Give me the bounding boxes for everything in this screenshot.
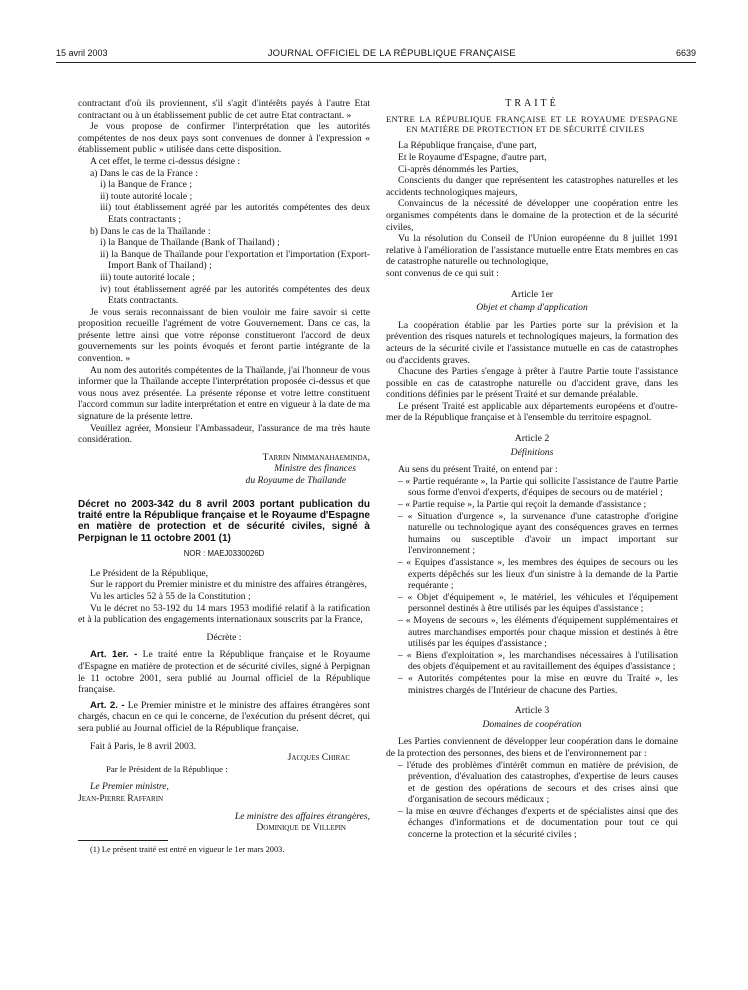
signatory-name: Tarrin Nimmanahaeminda, bbox=[262, 451, 370, 463]
list-item: iii) toute autorité locale ; bbox=[100, 271, 195, 283]
ministre-ae-title: Le ministre des affaires étrangères, bbox=[234, 810, 370, 822]
list-heading-france: a) Dans le cas de la France : bbox=[90, 167, 198, 179]
ministre-ae-name: Dominique de Villepin bbox=[256, 822, 346, 834]
decree-article bbox=[78, 649, 370, 695]
signing-place-date: Fait à Paris, le 8 avril 2003. bbox=[90, 740, 197, 752]
treaty-paragraph: Conscients du danger que représentent les catastrophes naturelles et les accidents technologiques majeurs, bbox=[386, 175, 678, 198]
list-item: ii) la Banque de Thaïlande pour l'exportation et l'importation (Export-Import Bank of Thailand) ; bbox=[100, 248, 370, 272]
cooperation-item: – la mise en œuvre d'échanges d'experts et de spécialistes ainsi que des échanges d'informations et de documentation pour tout ce qui concerne la protection et la sécurité civiles ; bbox=[398, 805, 678, 841]
left-column bbox=[78, 98, 370, 855]
article-3-subtitle: Domaines de coopération bbox=[482, 718, 582, 730]
article-1-subtitle: Objet et champ d'application bbox=[476, 302, 588, 314]
letter-paragraph: A cet effet, le terme ci-dessus désigne : bbox=[90, 155, 241, 167]
premier-ministre-name: Jean-Pierre Raffarin bbox=[78, 792, 164, 804]
article-text: Le traité entre la République française et le Royaume d'Espagne en matière de protection et de sécurité civiles, signé à Perpignan le 11 octobre 2001, sera publié au Journal officiel de la République française. bbox=[78, 649, 371, 696]
signatory-role: du Royaume de Thaïlande bbox=[245, 475, 346, 486]
treaty-paragraph: Et le Royaume d'Espagne, d'autre part, bbox=[398, 152, 547, 163]
definition-item: – « Biens d'exploitation », les marchandises nécessaires à l'utilisation des objets d'équipement et au ravitaillement des équipes d'assistance ; bbox=[398, 649, 678, 673]
list-item: i) la Banque de France ; bbox=[100, 179, 192, 191]
letter-paragraph: Je vous serais reconnaissant de bien vouloir me faire savoir si cette proposition recueille l'agrément de votre Gouvernement. Dans ce cas, la présente lettre ainsi que votre réponse constitueront l'accord de deux gouvernements sur les points évoqués et feront partie intégrante de la convention. » bbox=[78, 306, 370, 365]
treaty-paragraph: sont convenus de ce qui suit : bbox=[386, 267, 499, 279]
definition-item: – « Objet d'équipement », le matériel, les véhicules et l'équipement personnel destinés à être utilisés par les équipes d'assistance ; bbox=[398, 591, 678, 615]
letter-paragraph: Au nom des autorités compétentes de la Thaïlande, j'ai l'honneur de vous informer que la Thaïlande accepte l'interprétation proposée ci-dessus et que vous nous avez présentée. La présente réponse et votre lettre constituent l'accord commun sur ladite interprétation et entre en vigueur à la date de ma signature de la présente lettre. bbox=[78, 364, 370, 423]
article-1-title: Article 1er bbox=[510, 288, 554, 300]
definition-item: – « Situation d'urgence », la survenance d'une catastrophe d'origine naturelle ou technologique ayant des conséquences graves en termes humains ou susceptible d'avoir un impact important sur l'environnement ; bbox=[398, 510, 678, 557]
decree-paragraph: Le Président de la République, bbox=[90, 567, 209, 579]
article-label: Art. 2. - bbox=[90, 699, 125, 711]
letter-paragraph: Veuillez agréer, Monsieur l'Ambassadeur, l'assurance de ma très haute considération. bbox=[78, 422, 370, 446]
president-signature: Jacques Chirac bbox=[287, 752, 350, 764]
treaty-parties-heading: ENTRE LA RÉPUBLIQUE FRANÇAISE ET LE ROYAUME D'ESPAGNE EN MATIÈRE DE PROTECTION ET DE SÉCURITÉ CIVILES bbox=[386, 113, 678, 134]
treaty-paragraph: Ci-après dénommés les Parties, bbox=[398, 163, 519, 175]
footnote-divider bbox=[78, 840, 168, 841]
list-item: ii) toute autorité locale ; bbox=[100, 190, 193, 202]
definition-item: – « Autorités compétentes pour la mise en œuvre du Traité », les ministres chargés de l'Intérieur de chacune des Parties. bbox=[398, 672, 678, 696]
issue-date: 15 avril 2003 bbox=[56, 48, 108, 58]
list-item: iv) tout établissement agréé par les autorités compétentes des deux Etats contractants. bbox=[100, 283, 370, 307]
footnote: (1) Le présent traité est entré en vigueur le 1er mars 2003. bbox=[90, 844, 285, 854]
article-3-title: Article 3 bbox=[514, 705, 550, 717]
page-header bbox=[56, 48, 696, 63]
letter-paragraph: Je vous propose de confirmer l'interprétation que les autorités compétentes de nos deux pays sont convenues de donner à l'expression « établissement public » utilisée dans cette disposition. bbox=[78, 121, 370, 156]
decree-article bbox=[78, 700, 370, 735]
article-paragraph: Au sens du présent Traité, on entend par : bbox=[398, 464, 558, 476]
article-2-subtitle: Définitions bbox=[510, 446, 554, 458]
treaty-paragraph: Convaincus de la nécessité de développer une coopération entre les organismes compétents dans le domaine de la protection et de la sécurité civiles, bbox=[386, 198, 678, 233]
journal-title: JOURNAL OFFICIEL DE LA RÉPUBLIQUE FRANÇAISE bbox=[267, 48, 516, 59]
decree-paragraph: Sur le rapport du Premier ministre et du ministre des affaires étrangères, bbox=[90, 579, 367, 591]
definition-item: – « Partie requérante », la Partie qui sollicite l'assistance de l'autre Partie sous forme d'envoi d'experts, d'équipes de secours ou de matériel ; bbox=[398, 475, 678, 499]
definition-item: – « Equipes d'assistance », les membres des équipes de secours ou les experts dépêchés sur les lieux d'un sinistre à la demande de la Partie requérante ; bbox=[398, 557, 678, 592]
list-heading-thailande: b) Dans le cas de la Thaïlande : bbox=[90, 225, 211, 237]
article-text: Le Premier ministre et le ministre des affaires étrangères sont chargés, chacun en ce qui le concerne, de l'exécution du présent décret, qui sera publié au Journal officiel de la République française. bbox=[78, 699, 370, 734]
article-paragraph: Les Parties conviennent de développer leur coopération dans le domaine de la protection des personnes, des biens et de l'environnement par : bbox=[386, 736, 678, 759]
signatory-role: Ministre des finances bbox=[274, 463, 356, 475]
decree-paragraph: Vu le décret no 53-192 du 14 mars 1953 modifié relatif à la ratification et à la publication des engagements internationaux souscrits par la France, bbox=[78, 602, 370, 626]
page-number: 6639 bbox=[675, 48, 696, 58]
treaty-title: TRAITÉ bbox=[505, 98, 559, 109]
premier-ministre-title: Le Premier ministre, bbox=[90, 781, 169, 793]
list-item: iii) tout établissement agréé par les autorités compétentes des deux Etats contractants ; bbox=[100, 202, 370, 225]
letter-paragraph: contractant d'où ils proviennent, s'il s'agit d'intérêts payés à l'autre Etat contractant ou à un établissement public de cet autre Etat contractant. » bbox=[78, 98, 370, 121]
definition-item: – « Partie requise », la Partie qui reçoit la demande d'assistance ; bbox=[398, 499, 647, 511]
decree-paragraph: Vu les articles 52 à 55 de la Constitution ; bbox=[90, 591, 251, 602]
treaty-paragraph: Vu la résolution du Conseil de l'Union européenne du 8 juillet 1991 relative à l'amélioration de l'assistance mutuelle entre Etats membres en cas de catastrophe naturelle ou technologique, bbox=[386, 233, 678, 268]
article-paragraph: Le présent Traité est applicable aux départements européens et d'outre-mer de la République française et à l'ensemble du territoire espagnol. bbox=[386, 400, 678, 424]
decrete-heading: Décrète : bbox=[206, 631, 242, 643]
list-item: i) la Banque de Thaïlande (Bank of Thailand) ; bbox=[100, 237, 280, 249]
article-paragraph: La coopération établie par les Parties porte sur la prévision et la prévention des risques naturels et technologiques majeurs, la formation des acteurs de la sécurité civile et l'assistance mutuelle en cas de catastrophes ou d'accidents graves. bbox=[386, 319, 678, 366]
decree-title: Décret no 2003-342 du 8 avril 2003 portant publication du traité entre la République française et le Royaume d'Espagne en matière de protection et de sécurité civiles, signé à Perpignan le 11 octobre 2001 (1) bbox=[78, 498, 370, 544]
cooperation-item: – l'étude des problèmes d'intérêt commun en matière de prévision, de prévention, d'évaluation des catastrophes, d'expertise de leurs causes et de gestion des opérations de secours et des crises ainsi que d'organisation de secours médicaux ; bbox=[398, 759, 678, 806]
article-paragraph: Chacune des Parties s'engage à prêter à l'autre Partie toute l'assistance possible en cas de catastrophe naturelle ou d'accident grave, dans les conditions définies par le présent Traité et sur demande préalable. bbox=[386, 366, 678, 401]
article-2-title: Article 2 bbox=[514, 433, 550, 445]
definition-item: – « Moyens de secours », les éléments d'équipement supplémentaires et autres marchandises emportés pour chaque mission et destinés à être utilisés par les équipes d'assistance ; bbox=[398, 614, 678, 650]
right-column bbox=[386, 98, 678, 841]
countersign-intro: Par le Président de la République : bbox=[106, 763, 228, 774]
nor-reference: NOR : MAEJ0330026D bbox=[183, 549, 265, 559]
article-label: Art. 1er. - bbox=[90, 649, 138, 661]
treaty-paragraph: La République française, d'une part, bbox=[398, 140, 537, 152]
